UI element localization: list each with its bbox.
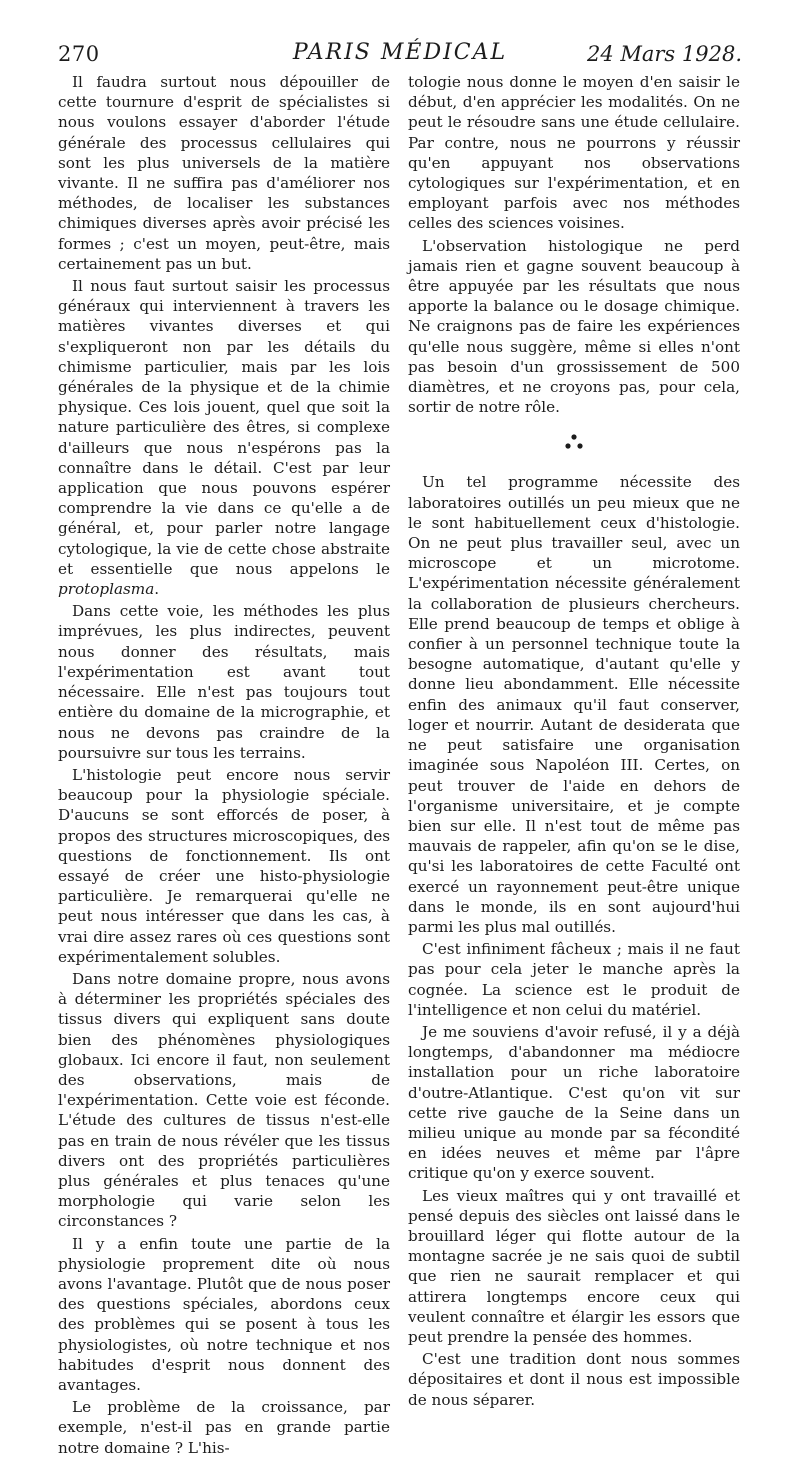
paragraph: Je me souviens d'avoir refusé, il y a déjà longtemps, d'abandonner ma médiocre installation pour un riche laboratoire d'outre-Atlantique. C'est qu'on vit sur cette rive gauche de la Seine dans un milieu unique au monde par sa fécondité en idées neuves et même par l'âpre critique qu'on y exerce souvent. <box>408 1022 740 1183</box>
paragraph: C'est infiniment fâcheux ; mais il ne faut pas pour cela jeter le manche après la cognée. La science est le produit de l'intelligence et non celui du matériel. <box>408 940 740 1019</box>
paragraph: Dans notre domaine propre, nous avons à déterminer les propriétés spéciales des tissus divers qui expliquent sans doute bien des phénomènes physiologiques globaux. Ici encore il faut, non seulement des observations, mais de l'expérimentation. Cette voie est féconde. L'étude des cultures de tissus n'est-elle pas en train de nous révéler que les tissus divers ont des propriétés particulières plus générales et plus tenaces qu'une morphologie qui varie selon les circonstances ? <box>58 969 390 1231</box>
asterism-ornament <box>408 433 740 452</box>
italic-term: protoplasma <box>58 580 155 599</box>
paragraph: Le problème de la croissance, par exemple, n'est-il pas en grande partie notre domaine ? L'his- <box>58 1398 390 1457</box>
paragraph: Un tel programme nécessite des laboratoires outillés un peu mieux que ne le sont habituellement ceux d'histologie. On ne peut plus travailler seul, avec un microscope et un microtome. L'expérimentation nécessite généralement la collaboration de plusieurs chercheurs. Elle prend beaucoup de temps et oblige à confier à un personnel technique toute la besogne automatique, d'autant qu'elle y donne lieu abondamment. Elle nécessite enfin des animaux qu'il faut conserver, loger et nourrir. Autant de desiderata que ne peut satisfaire une organisation imaginée sous Napoléon III. Certes, on peut trouver de l'aide en dehors de l'organisme universitaire, et je compte bien sur elle. Il n'est tout de même pas mauvais de rappeler, afin qu'on se le dise, qu'si les laboratoires de cette Faculté ont exercé un rayonnement peut-être unique dans le monde, ils en sont aujourd'hui parmi les plus mal outillés. <box>408 473 740 936</box>
left-column <box>58 72 390 1458</box>
page-number: 270 <box>58 42 100 66</box>
paragraph: Il nous faut surtout saisir les processus généraux qui interviennent à travers les matières vivantes diverses et qui s'expliqueront non par les détails du chimisme particulier, mais par les lois générales de la physique et de la chimie physique. Ces lois jouent, quel que soit la nature particulière des êtres, si complexe d'ailleurs que nous n'espérons pas la connaître dans le détail. C'est par leur application que nous pouvons espérer comprendre la vie dans ce qu'elle a de général, et, pour parler notre langage cytologique, la vie de cette chose abstraite et essentielle que nous appelons le protoplasma. <box>58 277 390 599</box>
paragraph: L'observation histologique ne perd jamais rien et gagne souvent beaucoup à être appuyée par les résultats que nous apporte la balance ou le dosage chimique. Ne craignons pas de faire les expériences qu'elle nous suggère, même si elles n'ont pas besoin d'un grossissement de 500 diamètres, et ne croyons pas, pour cela, sortir de notre rôle. <box>408 236 740 417</box>
paragraph: Les vieux maîtres qui y ont travaillé et pensé depuis des siècles ont laissé dans le brouillard léger qui flotte autour de la montagne sacrée je ne sais quoi de subtil que rien ne saurait remplacer et qui attirera longtemps encore ceux qui veulent connaître et élargir les essors que peut prendre la pensée des hommes. <box>408 1186 740 1346</box>
paragraph: Dans cette voie, les méthodes les plus imprévues, les plus indirectes, peuvent nous donner des résultats, mais l'expérimentation est avant tout nécessaire. Elle n'est pas toujours tout entière du domaine de la micrographie, et nous ne devons pas craindre de la poursuivre sur tous les terrains. <box>58 602 390 762</box>
paragraph: C'est une tradition dont nous sommes dépositaires et dont il nous est impossible de nous séparer. <box>408 1350 740 1409</box>
asterism-icon <box>562 433 586 451</box>
paragraph: Il faudra surtout nous dépouiller de cette tournure d'esprit de spécialistes si nous voulons essayer d'aborder l'étude générale des processus cellulaires qui sont les plus universels de la matière vivante. Il ne suffira pas d'améliorer nos méthodes, de localiser les substances chimiques diverses après avoir précisé les formes ; c'est un moyen, peut-être, mais certainement pas un but. <box>58 73 390 273</box>
journal-title: PARIS MÉDICAL <box>292 40 508 65</box>
paragraph-continued: tologie nous donne le moyen d'en saisir le début, d'en apprécier les modalités. On ne peut le résoudre sans une étude cellulaire. Par contre, nous ne pourrons y réussir qu'en appuyant nos observations cytologiques sur l'expérimentation, et en employant parfois avec nos méthodes celles des sciences voisines. <box>408 73 740 233</box>
paragraph: L'histologie peut encore nous servir beaucoup pour la physiologie spéciale. D'aucuns se sont efforcés de poser, à propos des structures microscopiques, des questions de fonctionnement. Ils ont essayé de créer une histo-physiologie particulière. Je remarquerai qu'elle ne peut nous intéresser que dans les cas, à vrai dire assez rares où ces questions sont expérimentalement solubles. <box>58 765 390 966</box>
issue-date: 24 Mars 1928. <box>586 42 742 66</box>
running-header <box>58 38 742 68</box>
paragraph: Il y a enfin toute une partie de la physiologie proprement dite où nous avons l'avantage. Plutôt que de nous poser des questions spéciales, abordons ceux des problèmes qui se posent à tous les physiologistes, où notre technique et nos habitudes d'esprit nous donnent des avantages. <box>58 1234 390 1394</box>
right-column <box>408 72 740 1410</box>
column-divider <box>399 72 400 1112</box>
